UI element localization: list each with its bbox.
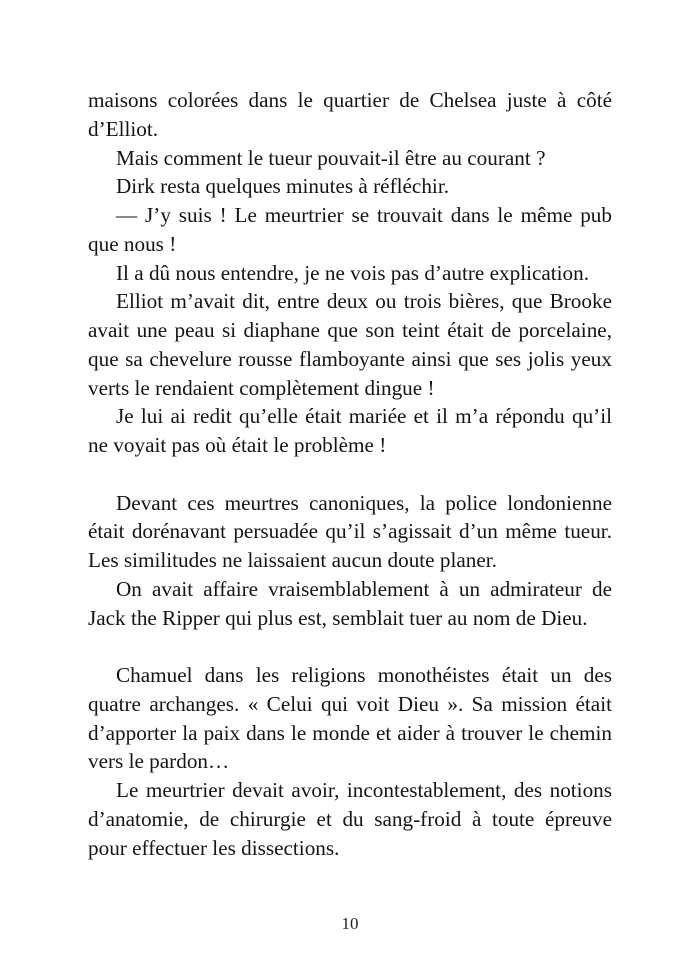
paragraph: Il a dû nous entendre, je ne vois pas d’autre explication. xyxy=(116,260,590,285)
page-number: 10 xyxy=(341,914,359,933)
paragraph: Je lui ai redit qu’elle était mariée et il m’a répondu qu’il ne voyait pas où était le problème ! xyxy=(88,404,612,457)
paragraph: Mais comment le tueur pouvait-il être au courant ? xyxy=(116,145,546,170)
paragraph: Chamuel dans les religions monothéistes était un des quatre archanges. « Celui qui voit Dieu ». Sa mission était d’apporter la paix dans le monde et aider à trouver le chemin vers le pardon… xyxy=(88,663,612,774)
paragraph: maisons colorées dans le quartier de Chelsea juste à côté d’Elliot. xyxy=(88,88,612,141)
section-1 xyxy=(88,86,612,460)
section-3 xyxy=(88,661,612,862)
paragraph: Le meurtrier devait avoir, incontestablement, des notions d’anatomie, de chirurgie et du sang-froid à toute épreuve pour effectuer les dissections. xyxy=(88,778,612,860)
paragraph: On avait affaire vraisemblablement à un admirateur de Jack the Ripper qui plus est, semblait tuer au nom de Dieu. xyxy=(88,576,612,630)
paragraph: Elliot m’avait dit, entre deux ou trois bières, que Brooke avait une peau si diaphane que son teint était de porcelaine, que sa chevelure rousse flamboyante ainsi que ses jolis yeux verts le rendaient complètement dingue ! xyxy=(88,289,612,400)
paragraph: Dirk resta quelques minutes à réfléchir. xyxy=(116,174,449,199)
section-break xyxy=(88,632,612,661)
section-2 xyxy=(88,489,612,633)
paragraph: Devant ces meurtres canoniques, la police londonienne était dorénavant persuadée qu’il s’agissait d’un même tueur. Les similitudes ne laissaient aucun doute planer. xyxy=(88,490,612,572)
paragraph: — J’y suis ! Le meurtrier se trouvait dans le même pub que nous ! xyxy=(88,203,612,256)
section-break xyxy=(88,460,612,489)
page-body xyxy=(88,86,612,862)
